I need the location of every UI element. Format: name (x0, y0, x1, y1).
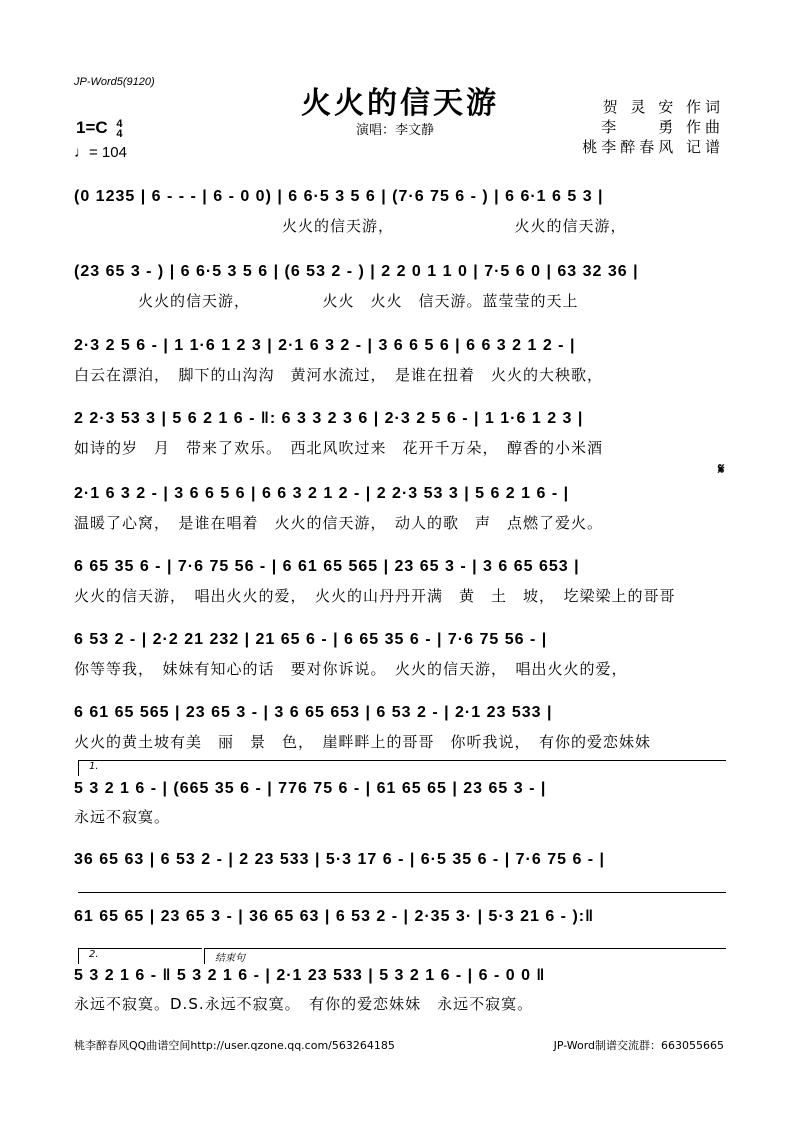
lyrics-line: 火火的黄土坡有美 丽 景 色， 崖畔畔上的哥哥 你听我说， 有你的爱恋妹妹 (74, 733, 652, 751)
lyrics-line: 你等等我， 妹妹有知心的话 要对你诉说。 火火的信天游， 唱出火火的爱， (74, 660, 628, 678)
lyrics-line: 火火的信天游， 火火 火火 信天游。蓝莹莹的天上 (74, 292, 579, 310)
meter-top: 4 (116, 117, 123, 130)
coda-bracket (204, 948, 726, 964)
credits (582, 97, 724, 157)
lyrics-line: 火火的信天游， 火火的信天游， (74, 217, 627, 235)
lyrics-line: 温暖了心窝， 是谁在唱着 火火的信天游， 动人的歌 声 点燃了爱火。 (74, 514, 604, 532)
lyrics-line: 如诗的岁 月 带来了欢乐。 西北风吹过来 花开千万朵， 醇香的小米酒 (74, 439, 604, 457)
singer: 演唱：李文静 (356, 123, 435, 138)
lyrics-line: 永远不寂寞。D.S.永远不寂寞。 有你的爱恋妹妹 永远不寂寞。 (74, 995, 534, 1013)
volta-bracket-1 (78, 760, 726, 776)
volta-line (78, 892, 726, 893)
coda-label: 结束句 (215, 953, 245, 964)
volta-2-label: 2. (89, 949, 99, 960)
segno-sign: 𝄋 (718, 460, 725, 478)
tempo: ♩= 104 (74, 144, 127, 161)
notation-line: 5 3 2 1 6 - | (665 35 6 - | 776 75 6 - | 61 65 65 | 23 65 3 - | (74, 780, 547, 797)
lyrics-line: 白云在漂泊， 脚下的山沟沟 黄河水流过， 是谁在扭着 火火的大秧歌， (74, 366, 604, 384)
notation-line: 6 61 65 565 | 23 65 3 - | 3 6 65 653 | 6 53 2 - | 2·1 23 533 | (74, 704, 553, 721)
lyrics-line: 永远不寂寞。 (74, 808, 171, 826)
notation-line: 2·3 2 5 6 - | 1 1·6 1 2 3 | 2·1 6 3 2 - | 3 6 6 5 6 | 6 6 3 2 1 2 - | (74, 337, 576, 354)
notation-line: 2 2·3 53 3 | 5 6 2 1 6 - ‖: 6 3 3 2 3 6 | 2·3 2 5 6 - | 1 1·6 1 2 3 | (74, 410, 584, 427)
meter-bottom: 4 (116, 127, 123, 140)
footer-left: 桃李醉春风QQ曲谱空间http://user.qzone.qq.com/563264185 (74, 1039, 395, 1052)
song-title: 火火的信天游 (301, 86, 499, 121)
notation-line: (0 1235 | 6 - - - | 6 - 0 0) | 6 6·5 3 5 6 | (7·6 75 6 - ) | 6 6·1 6 5 3 | (74, 188, 604, 205)
volta-1-label: 1. (89, 761, 99, 772)
notation-line: 6 53 2 - | 2·2 21 232 | 21 65 6 - | 6 65 35 6 - | 7·6 75 56 - | (74, 631, 548, 648)
software-label: JP-Word5(9120) (74, 76, 155, 88)
transcriber: 桃李醉春风 记谱 (582, 138, 724, 156)
composer: 李 勇 作曲 (601, 118, 724, 136)
key: 1=C (76, 118, 108, 137)
notation-line: 5 3 2 1 6 - ‖ 5 3 2 1 6 - | 2·1 23 533 | 5 3 2 1 6 - | 6 - 0 0 ‖ (74, 967, 546, 984)
footer-right: JP-Word制谱交流群：663055665 (553, 1039, 724, 1052)
notation-line: 36 65 63 | 6 53 2 - | 2 23 533 | 5·3 17 6 - | 6·5 35 6 - | 7·6 75 6 - | (74, 851, 606, 868)
notation-line: 2·1 6 3 2 - | 3 6 6 5 6 | 6 6 3 2 1 2 - | 2 2·3 53 3 | 5 6 2 1 6 - | (74, 485, 570, 502)
time-signature (116, 119, 122, 139)
notation-line: 61 65 65 | 23 65 3 - | 36 65 63 | 6 53 2 - | 2·35 3· | 5·3 21 6 - ):‖ (74, 908, 595, 925)
lyrics-line: 火火的信天游， 唱出火火的爱， 火火的山丹丹开满 黄 土 坡， 圪梁梁上的哥哥 (74, 587, 676, 605)
notation-line: (23 65 3 - ) | 6 6·5 3 5 6 | (6 53 2 - ) | 2 2 0 1 1 0 | 7·5 6 0 | 63 32 36 | (74, 263, 639, 280)
volta-bracket-2 (78, 948, 202, 964)
notation-line: 6 65 35 6 - | 7·6 75 56 - | 6 61 65 565 | 23 65 3 - | 3 6 65 653 | (74, 558, 580, 575)
lyricist: 贺 灵 安 作词 (602, 98, 724, 116)
key-signature (76, 118, 123, 139)
